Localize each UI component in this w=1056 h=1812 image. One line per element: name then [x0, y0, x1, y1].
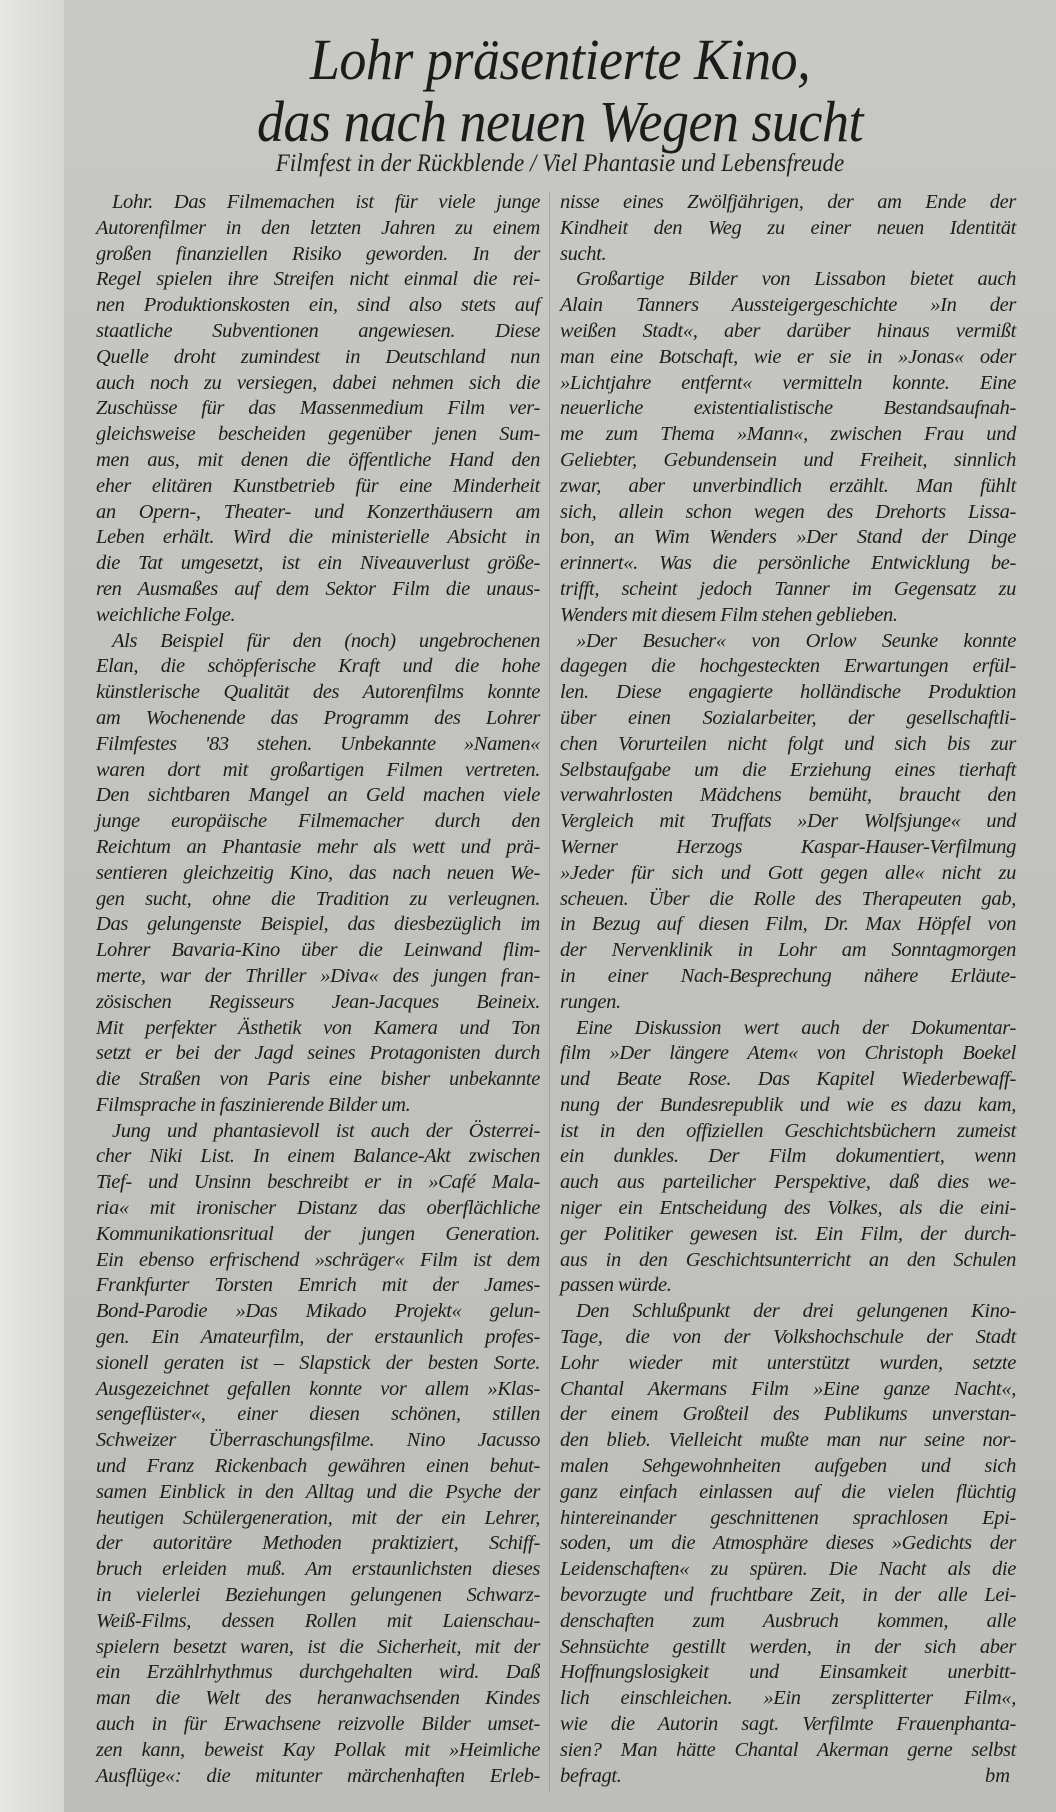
headline-line-1: Lohr präsentierte Kino,	[309, 27, 811, 92]
text-line: zösischen Regisseurs Jean-Jacques Beineix.	[96, 990, 540, 1013]
text-line: zen kann, beweist Kay Pollak mit »Heimliche	[96, 1738, 540, 1761]
text-line: Schweizer Überraschungsfilme. Nino Jacusso	[96, 1429, 540, 1452]
text-line: Ausgezeichnet gefallen konnte vor allem »Klas-	[96, 1377, 540, 1400]
text-line: der einem Großteil des Publikums unverstan-	[560, 1403, 1016, 1426]
text-line: sentieren gleichzeitig Kino, das nach neuen We-	[96, 861, 540, 884]
text-line: denschaften zum Ausbruch kommen, alle	[560, 1609, 1016, 1632]
text-line: Wenders mit diesem Film stehen geblieben.	[560, 603, 898, 626]
text-line: merte, war der Thriller »Diva« des jungen fran-	[96, 964, 540, 987]
text-line: waren dort mit großartigen Filmen vertreten.	[96, 758, 540, 781]
text-line: Als Beispiel für den (noch) ungebrochenen	[112, 629, 540, 652]
text-line: Filmfestes '83 stehen. Unbekannte »Namen«	[96, 732, 540, 755]
text-line: Reichtum an Phantasie mehr als wett und prä-	[96, 835, 540, 858]
text-line: passen würde.	[560, 1274, 672, 1297]
text-line: eher elitären Kunstbetrieb für eine Minderheit	[96, 474, 540, 497]
text-line: hintereinander geschnittenen sprachlosen Epi-	[560, 1506, 1016, 1529]
article-column-left	[96, 190, 540, 1789]
text-line: nisse eines Zwölfjährigen, der am Ende der	[560, 191, 1016, 213]
text-line: am Wochenende das Programm des Lohrer	[96, 706, 540, 729]
text-line: die Straßen von Paris eine bisher unbekannte	[96, 1068, 540, 1091]
text-line: sionell geraten ist – Slapstick der besten Sorte.	[96, 1351, 540, 1374]
text-line: Lohrer Bavaria-Kino über die Leinwand flim-	[96, 939, 540, 962]
text-line: samen Einblick in den Alltag und die Psyche der	[96, 1480, 540, 1503]
text-line: cher Niki List. In einem Balance-Akt zwischen	[96, 1145, 540, 1168]
text-line: ger Politiker gewesen ist. Ein Film, der durch-	[560, 1222, 1016, 1245]
text-line: men aus, mit denen die öffentliche Hand den	[96, 448, 540, 471]
text-line: der Nervenklinik in Lohr am Sonntagmorgen	[560, 939, 1016, 962]
text-line: Geliebter, Gebundensein und Freiheit, sinnlich	[560, 448, 1016, 471]
text-line: Großartige Bilder von Lissabon bietet auch	[576, 268, 1016, 291]
headline-line-2: das nach neuen Wegen sucht	[256, 89, 864, 154]
text-line: man die Welt des heranwachsenden Kindes	[96, 1687, 540, 1710]
text-line: ganz einfach einlassen auf die vielen flüchtig	[560, 1480, 1016, 1503]
text-line: wie die Autorin sagt. Verfilmte Frauenphanta-	[560, 1713, 1016, 1736]
text-line: Selbstaufgabe um die Erziehung eines tierhaft	[560, 758, 1016, 781]
text-line: in vielerlei Beziehungen gelungenen Schwarz-	[96, 1584, 540, 1607]
text-line: heutigen Schülergeneration, mit der ein Lehrer,	[96, 1506, 540, 1529]
text-line: Weiß-Films, dessen Rollen mit Laienschau-	[96, 1609, 540, 1632]
text-line: trifft, scheint jedoch Tanner im Gegensatz zu	[560, 577, 1016, 600]
subtitle: Filmfest in der Rückblende / Viel Phantasie und Lebensfreude	[275, 150, 845, 177]
column-divider	[549, 192, 550, 1792]
text-line: »Jeder für sich und Gott gegen alle« nicht zu	[560, 861, 1016, 884]
text-line: und Franz Rickenbach gewähren einen behut-	[96, 1455, 540, 1478]
text-line: Kommunikationsritual der jungen Generation.	[96, 1222, 540, 1245]
text-line: ist in den offiziellen Geschichtsbüchern zumeist	[560, 1119, 1016, 1142]
text-line: sich, allein schon wegen des Drehorts Lissa-	[560, 500, 1016, 523]
text-line: len. Diese engagierte holländische Produktion	[560, 681, 1016, 704]
text-line: Den sichtbaren Mangel an Geld machen viele	[96, 784, 540, 807]
text-line: künstlerische Qualität des Autorenfilms konnte	[96, 681, 540, 704]
text-line: sengeflüster«, einer diesen schönen, stillen	[96, 1403, 540, 1426]
text-line: erinnert«. Was die persönliche Entwicklung be-	[560, 552, 1016, 575]
text-line: dagegen die hochgesteckten Erwartungen erfül-	[560, 655, 1016, 678]
text-line: neuerliche existentialistische Bestandsaufnah-	[560, 397, 1016, 420]
text-line: rungen.	[560, 990, 621, 1013]
text-line: Bond-Parodie »Das Mikado Projekt« gelun-	[96, 1300, 540, 1323]
text-line: Kindheit den Weg zu einer neuen Identität	[560, 216, 1016, 239]
text-line: Lohr wieder mit unterstützt wurden, setzte	[560, 1351, 1016, 1374]
text-line: Eine Diskussion wert auch der Dokumentar-	[576, 1016, 1016, 1039]
text-line: Das gelungenste Beispiel, das diesbezüglich im	[96, 913, 540, 936]
text-line: der autoritäre Methoden praktiziert, Schiff-	[96, 1532, 540, 1555]
text-line: nung der Bundesrepublik und wie es dazu kam,	[560, 1093, 1016, 1116]
text-line: Ein ebenso erfrischend »schräger« Film ist dem	[96, 1248, 540, 1271]
text-line: auch aus parteilicher Perspektive, daß dies we-	[560, 1171, 1016, 1194]
text-line: Quelle droht zumindest in Deutschland nun	[96, 345, 540, 368]
text-line: sucht.	[560, 242, 607, 265]
text-line: Werner Herzogs Kaspar-Hauser-Verfilmung	[560, 835, 1016, 858]
text-line: »Der Besucher« von Orlow Seunke konnte	[576, 629, 1016, 652]
text-line: ria« mit ironischer Distanz das oberflächliche	[96, 1197, 540, 1220]
text-line: Mit perfekter Ästhetik von Kamera und Ton	[96, 1016, 540, 1039]
text-line: bevorzugte und fruchtbare Zeit, in der alle Lei-	[560, 1584, 1016, 1607]
text-line: aus in den Geschichtsunterricht an den Schulen	[560, 1248, 1016, 1271]
text-line: Lohr. Das Filmemachen ist für viele junge	[112, 191, 540, 213]
text-line: scheuen. Über die Rolle des Therapeuten gab,	[560, 887, 1016, 910]
text-line: Zuschüsse für das Massenmedium Film ver-	[96, 397, 540, 420]
text-line: den blieb. Vielleicht mußte man nur seine nor-	[560, 1429, 1016, 1452]
text-line: bruch erleiden muß. Am erstaunlichsten dieses	[96, 1558, 540, 1581]
text-line: auch in für Erwachsene reizvolle Bilder umset-	[96, 1713, 540, 1736]
text-line: Den Schlußpunkt der drei gelungenen Kino-	[576, 1300, 1016, 1323]
text-line: Ausflüge«: die mitunter märchenhaften Erleb-	[96, 1764, 540, 1787]
text-line: niger ein Entscheidung des Volkes, als die eini-	[560, 1197, 1016, 1220]
text-line: weichliche Folge.	[96, 603, 236, 626]
text-line: befragt.	[560, 1764, 622, 1787]
text-line: bon, an Wim Wenders »Der Stand der Dinge	[560, 526, 1016, 549]
text-line: Elan, die schöpferische Kraft und die hohe	[96, 655, 540, 678]
author-signature: bm	[984, 1764, 1010, 1787]
text-line: großen finanziellen Risiko geworden. In der	[96, 242, 540, 265]
text-line: nen Produktionskosten ein, sind also stets auf	[96, 294, 540, 317]
article-column-right	[560, 190, 1016, 1789]
text-line: gen. Ein Amateurfilm, der erstaunlich profes-	[96, 1326, 540, 1349]
text-line: Autorenfilmer in den letzten Jahren zu einem	[96, 216, 540, 239]
text-line: man eine Botschaft, wie er sie in »Jonas« oder	[560, 345, 1016, 368]
text-line: Chantal Akermans Film »Eine ganze Nacht«,	[560, 1377, 1016, 1400]
text-line: die Tat umgesetzt, ist ein Niveauverlust größe-	[96, 552, 540, 575]
text-line: Frankfurter Torsten Emrich mit der James-	[96, 1274, 540, 1297]
text-line: malen Sehgewohnheiten aufgeben und sich	[560, 1455, 1016, 1478]
text-line: auch noch zu versiegen, dabei nehmen sich die	[96, 371, 540, 394]
text-line: weißen Stadt«, aber darüber hinaus vermißt	[560, 319, 1016, 342]
text-line: Leben erhält. Wird die ministerielle Absicht in	[96, 526, 540, 549]
text-line: an Opern-, Theater- und Konzerthäusern am	[96, 500, 540, 523]
text-line: Alain Tanners Aussteigergeschichte »In der	[560, 294, 1016, 317]
text-line: staatliche Subventionen angewiesen. Diese	[96, 319, 540, 342]
text-line: me zum Thema »Mann«, zwischen Frau und	[560, 423, 1016, 446]
text-line: Tief- und Unsinn beschreibt er in »Café Mala-	[96, 1171, 540, 1194]
text-line: Tage, die von der Volkshochschule der Stadt	[560, 1326, 1016, 1349]
text-line: in Bezug auf diesen Film, Dr. Max Höpfel von	[560, 913, 1016, 936]
text-line: Hoffnungslosigkeit und Einsamkeit unerbitt-	[560, 1661, 1016, 1684]
text-line: setzt er bei der Jagd seines Protagonisten durch	[96, 1042, 540, 1065]
text-line: lich einschleichen. »Ein zersplitterter Film«,	[560, 1687, 1016, 1710]
text-line: chen Vorurteilen nicht folgt und sich bis zur	[560, 732, 1016, 755]
text-line: ein Erzählrhythmus durchgehalten wird. Daß	[96, 1661, 540, 1684]
text-line: Leidenschaften« zu spüren. Die Nacht als die	[560, 1558, 1016, 1581]
text-line: Regel spielen ihre Streifen nicht einmal die rei-	[96, 268, 540, 291]
text-line: Jung und phantasievoll ist auch der Österrei-	[112, 1119, 540, 1142]
text-line: sien? Man hätte Chantal Akerman gerne selbst	[560, 1738, 1016, 1761]
text-line: Vergleich mit Truffats »Der Wolfsjunge« und	[560, 810, 1016, 833]
text-line: soden, um die Atmosphäre dieses »Gedichts der	[560, 1532, 1016, 1555]
text-line: in einer Nach-Besprechung nähere Erläute-	[560, 964, 1016, 987]
text-line: zwar, aber unverbindlich erzählt. Man fühlt	[560, 474, 1016, 497]
text-line: Sehnsüchte gestillt werden, in der sich aber	[560, 1635, 1016, 1658]
text-line: ein dunkles. Der Film dokumentiert, wenn	[560, 1145, 1016, 1168]
text-line: film »Der längere Atem« von Christoph Boekel	[560, 1042, 1016, 1065]
text-line: verwahrlosten Mädchens bemüht, braucht den	[560, 784, 1016, 807]
text-line: gleichsweise bescheiden gegenüber jenen Sum-	[96, 423, 540, 446]
text-line: ren Ausmaßes auf dem Sektor Film die unaus-	[96, 577, 540, 600]
text-line: junge europäische Filmemacher durch den	[96, 810, 540, 833]
text-line: Filmsprache in faszinierende Bilder um.	[96, 1093, 411, 1116]
text-line: gen sucht, ohne die Tradition zu verleugnen.	[96, 887, 540, 910]
background-edge	[0, 0, 64, 1812]
text-line: »Lichtjahre entfernt« vermitteln konnte. Eine	[560, 371, 1016, 394]
text-line: und Beate Rose. Das Kapitel Wiederbewaff-	[560, 1068, 1016, 1091]
text-line: über einen Sozialarbeiter, der gesellschaftli-	[560, 706, 1016, 729]
text-line: spielern besetzt waren, ist die Sicherheit, mit der	[96, 1635, 540, 1658]
